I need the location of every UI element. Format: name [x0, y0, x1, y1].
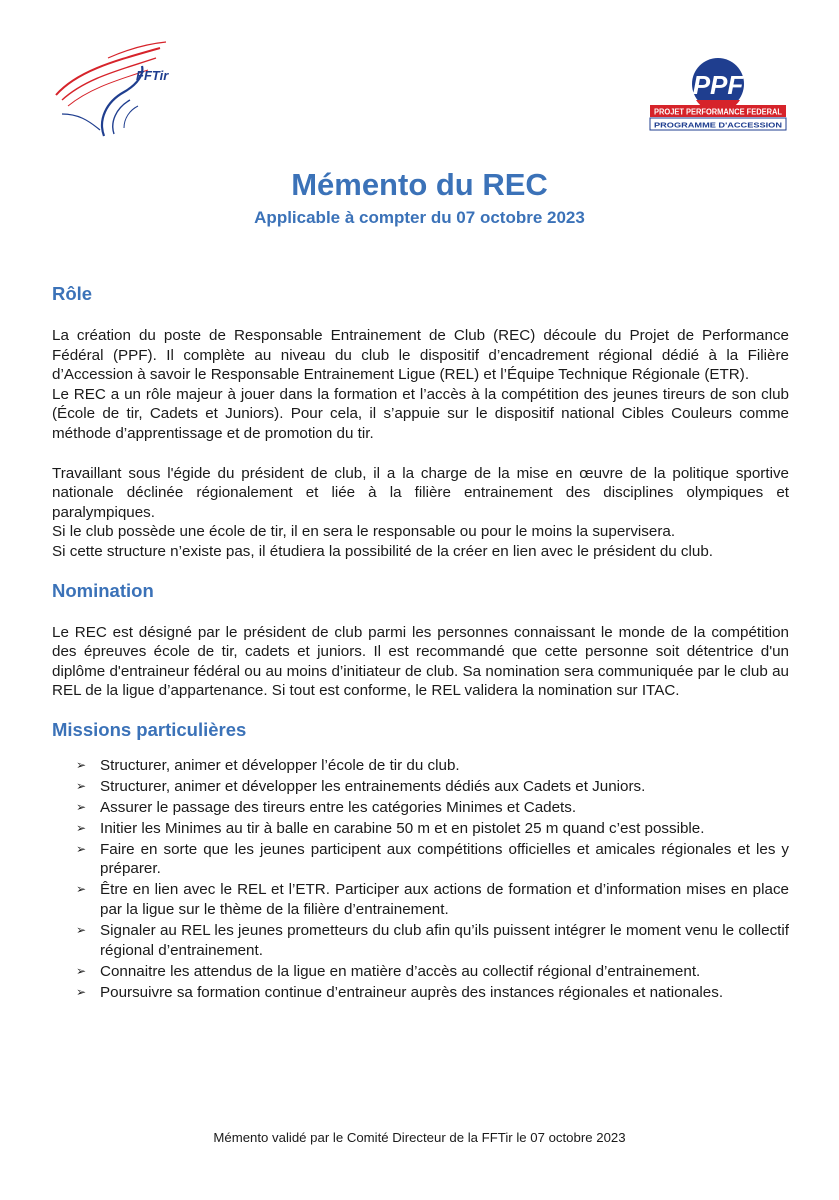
list-item: ➢ Assurer le passage des tireurs entre les catégories Minimes et Cadets. [76, 798, 577, 816]
title-block [0, 167, 839, 229]
list-item: ➢ Faire en sorte que les jeunes participent aux compétitions officielles et amicales régionales et les y préparer. [76, 840, 789, 878]
list-item: ➢ Connaitre les attendus de la ligue en matière d’accès au collectif régional d’entrainement. [76, 962, 701, 980]
section-heading-nomination: Nomination [52, 579, 154, 601]
page-subtitle: Applicable à compter du 07 octobre 2023 [254, 208, 585, 227]
ppf-logo-text: PPF [692, 70, 744, 100]
arrow-bullet-icon: ➢ [76, 820, 87, 835]
role-paragraph-4: Si le club possède une école de tir, il en sera le responsable ou pour le moins la supervisera. [52, 523, 676, 541]
list-item: ➢ Signaler au REL les jeunes prometteurs du club afin qu’ils puissent intégrer le moment venu le collectif régional d’entrainement. [76, 922, 789, 959]
list-item: ➢ Initier les Minimes au tir à balle en carabine 50 m et en pistolet 25 m quand c’est possible. [76, 819, 705, 837]
list-item: ➢ Être en lien avec le REL et l’ETR. Participer aux actions de formation et d’information mises en place par la ligue sur le thème de la filière d’entrainement. [76, 881, 789, 919]
section-heading-missions: Missions particulières [52, 718, 247, 740]
arrow-bullet-icon: ➢ [76, 984, 87, 999]
arrow-bullet-icon: ➢ [76, 841, 87, 856]
section-heading-role: Rôle [52, 283, 93, 304]
arrow-bullet-icon: ➢ [76, 799, 87, 814]
arrow-bullet-icon: ➢ [76, 757, 87, 772]
arrow-bullet-icon: ➢ [76, 778, 87, 793]
ppf-logo-line2: PROGRAMME D'ACCESSION [654, 120, 782, 130]
missions-list [52, 756, 789, 1002]
list-item: ➢ Structurer, animer et développer l’école de tir du club. [76, 756, 460, 774]
document-body [52, 282, 789, 1004]
role-paragraph-2: Le REC a un rôle majeur à jouer dans la formation et l’accès à la compétition des jeunes tireurs de son club (École de tir, Cadets et Juniors). Pour cela, il s’appuie sur le dispositif national Cibles Couleurs comme méthode d’apprentissage et de promotion du tir. [52, 385, 789, 442]
footer-note: Mémento validé par le Comité Directeur de la FFTir le 07 octobre 2023 [213, 1130, 626, 1145]
ppf-logo [648, 56, 788, 138]
fftir-logo-text: FFTir [136, 68, 169, 83]
nomination-paragraph: Le REC est désigné par le président de club parmi les personnes connaissant le monde de la compétition des épreuves école de tir, cadets et juniors. Il est recommandé que cette personne soit détentrice d'un diplôme d'entraineur fédéral ou au moins d’initiateur de club. Sa nomination sera communiquée par le club au REL de la ligue d’appartenance. Si tout est conforme, le REL validera la nomination sur ITAC. [52, 623, 789, 700]
arrow-bullet-icon: ➢ [76, 882, 87, 897]
role-paragraph-5: Si cette structure n’existe pas, il étudiera la possibilité de la créer en lien avec le président du club. [52, 542, 714, 560]
list-item: ➢ Poursuivre sa formation continue d’entraineur auprès des instances régionales et nationales. [76, 983, 724, 1001]
arrow-bullet-icon: ➢ [76, 923, 87, 937]
page-title: Mémento du REC [291, 167, 548, 202]
ppf-logo-line1: PROJET PERFORMANCE FEDERAL [654, 107, 783, 117]
list-item: ➢ Structurer, animer et développer les entrainements dédiés aux Cadets et Juniors. [76, 777, 646, 795]
fftir-logo [48, 40, 178, 140]
role-paragraph-1: La création du poste de Responsable Entrainement de Club (REC) découle du Projet de Performance Fédéral (PPF). Il complète au niveau du club le dispositif d’encadrement régional dédié à la Filière d’Accession à savoir le Responsable Entrainement Ligue (REL) et l’Équipe Technique Régionale (ETR). [52, 327, 789, 384]
arrow-bullet-icon: ➢ [76, 963, 87, 978]
role-paragraph-3: Travaillant sous l'égide du président de club, il a la charge de la mise en œuvre de la politique sportive nationale déclinée régionalement et liée à la filière entrainement des disciplines olympiques et paralympiques. [52, 464, 789, 521]
